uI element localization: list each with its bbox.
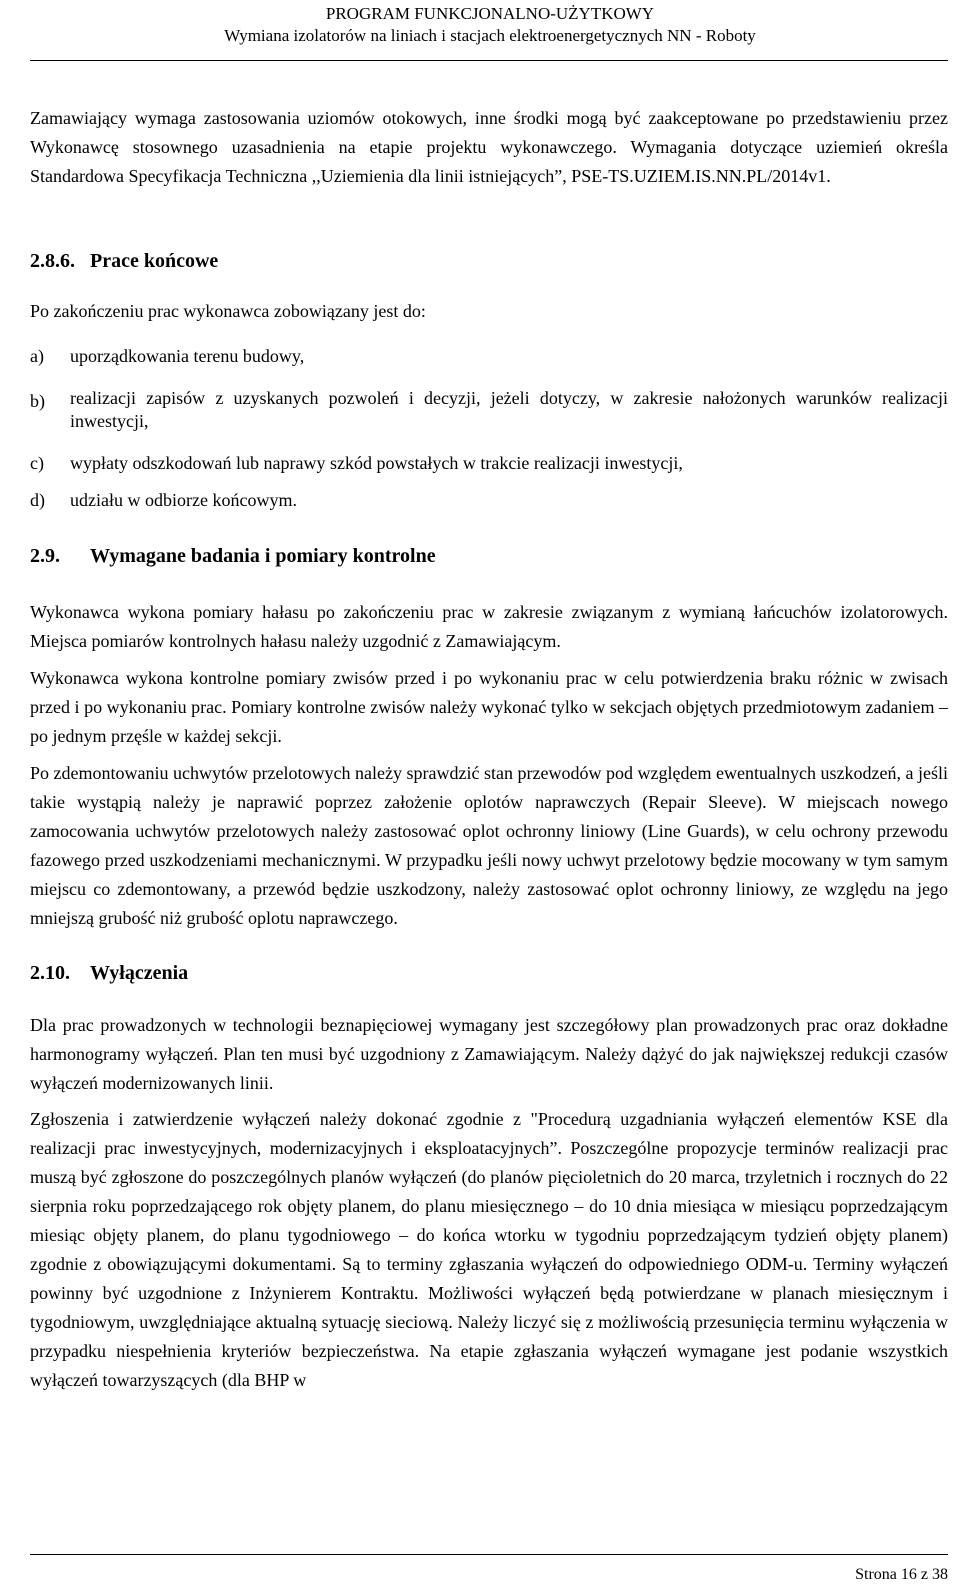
list-text: uporządkowania terenu budowy, — [70, 346, 305, 366]
list-item — [30, 342, 948, 371]
document-subtitle: Wymiana izolatorów na liniach i stacjach elektroenergetycznych NN - Roboty — [224, 26, 756, 45]
page-header — [0, 0, 960, 62]
footer-divider — [30, 1554, 948, 1555]
page-number: Strona 16 z 38 — [855, 1566, 948, 1583]
section-heading-2-10 — [30, 959, 948, 988]
paragraph: Wykonawca wykona kontrolne pomiary zwisów przed i po wykonaniu prac w celu potwierdzenia braku różnic w zwisach przed i po wykonaniu prac. Pomiary kontrolne zwisów należy wykonać tylko w sekcjach objętych przedmiotowym zadaniem – po jednym przęśle w każdej sekcji. — [30, 668, 948, 746]
list-marker: b) — [30, 391, 45, 411]
paragraph: Dla prac prowadzonych w technologii beznapięciowej wymagany jest szczegółowy plan prowadzonych prac oraz dokładne harmonogramy wyłączeń. Plan ten musi być uzgodniony z Zamawiającym. Należy dążyć do jak największej redukcji czasów wyłączeń modernizowanych linii. — [30, 1015, 948, 1093]
paragraph: Wykonawca wykona pomiary hałasu po zakończeniu prac w zakresie związanym z wymianą łańcuchów izolatorowych. Miejsca pomiarów kontrolnych hałasu należy uzgodnić z Zamawiającym. — [30, 602, 948, 651]
paragraph: Zgłoszenia i zatwierdzenie wyłączeń należy dokonać zgodnie z "Procedurą uzgadniania wyłączeń elementów KSE dla realizacji prac inwestycyjnych, modernizacyjnych i eksploatacyjnych”. Poszczególne propozycje terminów realizacji prac muszą być zgłoszone do poszczególnych planów wyłączeń (do planów pięcioletnich do 20 marca, trzyletnich i rocznych do 22 sierpnia roku poprzedzającego rok objęty planem, do planu miesięcznego – do 10 dnia miesiąca w miesiącu poprzedzającym miesiąc objęty planem, do planu tygodniowego – do końca wtorku w tygodniu poprzedzającym tydzień objęty planem) zgodnie z obowiązującymi dokumentami. Są to terminy zgłaszania wyłączeń do odpowiedniego ODM-u. Terminy wyłączeń powinny być uzgodnione z Inżynierem Kontraktu. Możliwości wyłączeń będą potwierdzane w planach miesięcznym i tygodniowym, uwzględniające aktualną sytuację sieciową. Należy liczyć się z możliwością przesunięcia terminu wyłączenia w przypadku niespełnienia kryteriów bezpieczeństwa. Na etapie zgłaszania wyłączeń wymagane jest podanie wszystkich wyłączeń towarzyszących (dla BHP w — [30, 1109, 948, 1390]
intro-paragraph: Zamawiający wymaga zastosowania uziomów otokowych, inne środki mogą być zaakceptowane po przedstawieniu przez Wykonawcę stosownego uzasadnienia na etapie projektu wykonawczego. Wymagania dotyczące uziemień określa Standardowa Specyfikacja Techniczna ,,Uziemienia dla linii istniejących”, PSE-TS.UZIEM.IS.NN.PL/2014v1. — [30, 108, 948, 186]
list-text: wypłaty odszkodowań lub naprawy szkód powstałych w trakcie realizacji inwestycji, — [70, 453, 683, 473]
list-item — [30, 449, 948, 478]
header-divider — [30, 60, 948, 61]
list-item — [30, 486, 948, 515]
section-title: Prace końcowe — [90, 250, 219, 272]
list-marker: d) — [30, 490, 45, 510]
document-title: PROGRAM FUNKCJONALNO-UŻYTKOWY — [325, 4, 655, 23]
section-title: Wymagane badania i pomiary kontrolne — [90, 545, 436, 567]
paragraph: Po zdemontowaniu uchwytów przelotowych należy sprawdzić stan przewodów pod względem ewentualnych uszkodzeń, a jeśli takie wystąpią należy je naprawić poprzez założenie oplotów naprawczych (Repair Sleeve). W miejscach nowego zamocowania uchwytów przelotowych należy zastosować oplot ochronny liniowy (Line Guards), w celu ochrony przewodu fazowego przed uszkodzeniami mechanicznymi. W przypadku jeśli nowy uchwyt przelotowy będzie mocowany w tym samym miejscu co zdemontowany, a przewód będzie uszkodzony, należy zastosować oplot ochronny liniowy, ze względu na jego mniejszą grubość niż grubość oplotu naprawczego. — [30, 763, 948, 928]
section-title: Wyłączenia — [90, 962, 189, 984]
section-number: 2.9. — [30, 545, 60, 567]
document-body — [30, 104, 948, 1395]
section-heading-2-8-6 — [30, 247, 948, 276]
section-number: 2.8.6. — [30, 250, 75, 272]
section-lead: Po zakończeniu prac wykonawca zobowiązany jest do: — [30, 301, 426, 321]
section-number: 2.10. — [30, 962, 70, 984]
list-text: udziału w odbiorze końcowym. — [70, 490, 297, 510]
list-marker: c) — [30, 453, 44, 473]
list-text: realizacji zapisów z uzyskanych pozwoleń i decyzji, jeżeli dotyczy, w zakresie nałożonych warunków realizacji inwestycji, — [70, 388, 948, 431]
list-marker: a) — [30, 346, 44, 366]
section-heading-2-9 — [30, 542, 948, 571]
list-item — [30, 387, 948, 433]
